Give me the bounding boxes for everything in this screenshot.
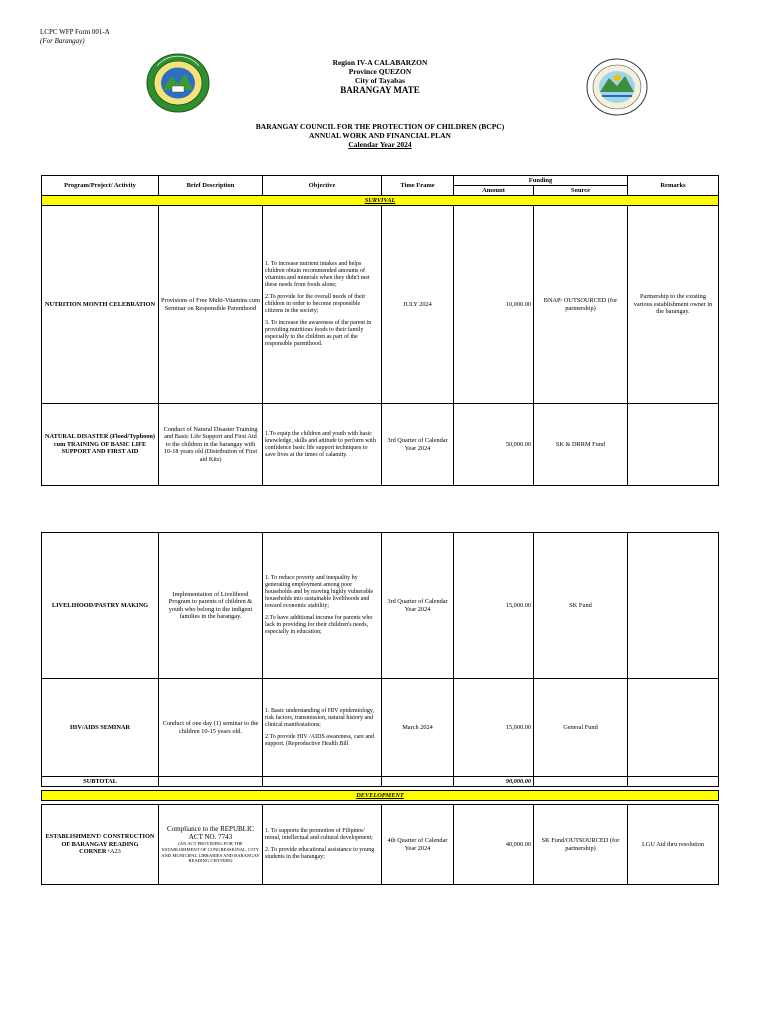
section-row-survival	[42, 196, 719, 206]
form-code-block	[40, 28, 110, 46]
objective-item: 2.To provide HIV /AIDS awareness, care and support. (Reproductive Health Bill	[265, 733, 375, 747]
form-for: (For Barangay)	[40, 37, 85, 45]
cell-time-frame: 4th Quarter of Calendar Year 2024	[382, 805, 454, 885]
table-row-hiv	[42, 679, 719, 777]
cell-objective	[263, 206, 382, 404]
cell-amount: 50,000.00	[454, 404, 534, 486]
cell-time-frame: 3rd Quarter of Calendar Year 2024	[382, 533, 454, 679]
cell-source: SK Fund	[534, 533, 628, 679]
section-label-survival: SURVIVAL	[42, 196, 719, 206]
cell-objective	[263, 805, 382, 885]
objective-item: 1. To increase nutrient intakes and helps children obtain recommended amounts of vitamins and minerals when they didn't met these needs from foods alone;	[265, 261, 370, 288]
header-province: Province QUEZON	[348, 67, 412, 76]
document-header	[230, 58, 530, 96]
cell-amount: 10,000.00	[454, 206, 534, 404]
cell-source: SK & DRRM Fund	[534, 404, 628, 486]
cell-remarks	[628, 679, 719, 777]
objective-item: 1. To reduce poverty and inequality by generating employment among poor households and by moving highly vulnerable households into sustainable livelihoods and toward economic stability;	[265, 575, 374, 609]
objective-item: 3. To increase the awareness of the parent in providing nutritious foods to their family especially to the children as part of the responsible parenthood.	[265, 320, 372, 347]
subtotal-amount: 90,000.00	[454, 777, 534, 787]
description-main: Compliance to the REPUBLIC ACT NO. 7743	[167, 825, 254, 842]
cell-remarks: LGU Aid thru resolution	[628, 805, 719, 885]
barangay-seal-logo	[584, 56, 650, 118]
col-header-objective: Objective	[263, 176, 382, 196]
table-row-disaster	[42, 404, 719, 486]
empty-cell	[159, 777, 263, 787]
cell-objective	[263, 404, 382, 486]
header-region: Region IV-A CALABARZON	[332, 58, 428, 67]
objective-item: 1.To equip the children and youth with basic knowledge, skills and attitude to perform with confidence basic life support techniques to save lives at the times of calamity.	[265, 430, 376, 458]
plan-table-part-1	[41, 175, 719, 486]
cell-description: Provisions of Free Multi-Vitamins cum Seminar on Responsible Parenthood	[159, 206, 263, 404]
section-row-development	[42, 791, 719, 801]
document-title	[180, 122, 580, 149]
objective-item: 1. Basic understanding of HIV epidemiology, risk factors, transmission, natural history and clinical manifestations;	[265, 707, 374, 728]
header-barangay: BARANGAY MATE	[340, 85, 420, 95]
title-line-1: BARANGAY COUNCIL FOR THE PROTECTION OF CHILDREN (BCPC)	[255, 122, 505, 131]
cell-program: HIV/AIDS SEMINAR	[42, 679, 159, 777]
cell-source: General Fund	[534, 679, 628, 777]
subtotal-label: SUBTOTAL	[42, 777, 159, 787]
cell-objective	[263, 533, 382, 679]
form-code: LCPC WFP Form 001-A	[40, 28, 110, 36]
program-name: ESTABLISHMENT/ CONSTRUCTION OF BARANGAY READING CORNER	[45, 833, 155, 856]
objective-item: 2.To have additional income for parents who lack in providing for their children's needs, especially in education;	[265, 615, 373, 635]
header-city: City of Tayabas	[354, 76, 405, 85]
cell-time-frame: JULY 2024	[382, 206, 454, 404]
title-line-2: ANNUAL WORK AND FINANCIAL PLAN	[309, 131, 451, 140]
cell-description: Conduct of Natural Disaster Training and Basic Life Support and First Aid to the children in the barangay with 10-18 years old (Distribution of First aid Kits)	[159, 404, 263, 486]
table-row-reading-corner	[42, 805, 719, 885]
cell-source: BNAP/ OUTSOURCED (for partnership)	[534, 206, 628, 404]
col-header-program: Program/Project/ Activity	[42, 176, 159, 196]
empty-cell	[382, 777, 454, 787]
title-year: Calendar Year 2024	[348, 140, 412, 149]
cell-program	[42, 805, 159, 885]
cell-program: NATURAL DISASTER (Flood/Typhoon) cum TRAINING OF BASIC LIFE SUPPORT AND FIRST AID	[42, 404, 159, 486]
cell-description	[159, 805, 263, 885]
cell-amount: 15,000.00	[454, 533, 534, 679]
cell-program: LIVELIHOOD/PASTRY MAKING	[42, 533, 159, 679]
col-header-time-frame: Time Frame	[382, 176, 454, 196]
program-suffix: +A23	[106, 848, 121, 856]
cell-remarks	[628, 404, 719, 486]
objective-item: 2.To provide for the overall needs of their children in order to become responsible citizens in the society;	[265, 294, 366, 314]
empty-cell	[534, 777, 628, 787]
col-header-remarks: Remarks	[628, 176, 719, 196]
col-header-amount: Amount	[454, 186, 534, 196]
table-row-nutrition	[42, 206, 719, 404]
empty-cell	[263, 777, 382, 787]
col-header-source: Source	[534, 186, 628, 196]
empty-cell	[628, 777, 719, 787]
city-seal-logo	[145, 52, 211, 114]
cell-amount: 40,000.00	[454, 805, 534, 885]
cell-description: Conduct of one day (1) seminar to the children 10-15 years old.	[159, 679, 263, 777]
cell-source: SK Fund/OUTSOURCED (for partnership)	[534, 805, 628, 885]
table-row-livelihood	[42, 533, 719, 679]
cell-time-frame: March 2024	[382, 679, 454, 777]
col-header-funding: Funding	[454, 176, 628, 186]
cell-objective	[263, 679, 382, 777]
cell-amount: 15,000.00	[454, 679, 534, 777]
cell-description: Implementation of Livelihood Program to parents of children & youth who belong to the indigent families in the barangay.	[159, 533, 263, 679]
table-header-row	[42, 176, 719, 186]
plan-table-part-2	[41, 532, 719, 885]
cell-program: NUTRITION MONTH CELEBRATION	[42, 206, 159, 404]
col-header-description: Brief Description	[159, 176, 263, 196]
cell-time-frame: 3rd Quarter of Calendar Year 2024	[382, 404, 454, 486]
section-label-development: DEVELOPMENT	[42, 791, 719, 801]
objective-item: 1. To supports the promotion of Filipinos' moral, intellectual and cultural development;	[265, 828, 373, 841]
table-row-subtotal	[42, 777, 719, 787]
description-small: (AN ACT PROVIDING FOR THE ESTABLISHMENT OF CONGRESSIONAL, CITY AND MUNICIPAL LIBRARIES AND BARANGAY READING CENTERS)	[161, 841, 260, 864]
cell-remarks	[628, 533, 719, 679]
objective-item: 2. To provide educational assistance to young students in the barangay;	[265, 847, 375, 860]
cell-remarks: Partnership to the existing various establishment owner in the barangay.	[628, 206, 719, 404]
